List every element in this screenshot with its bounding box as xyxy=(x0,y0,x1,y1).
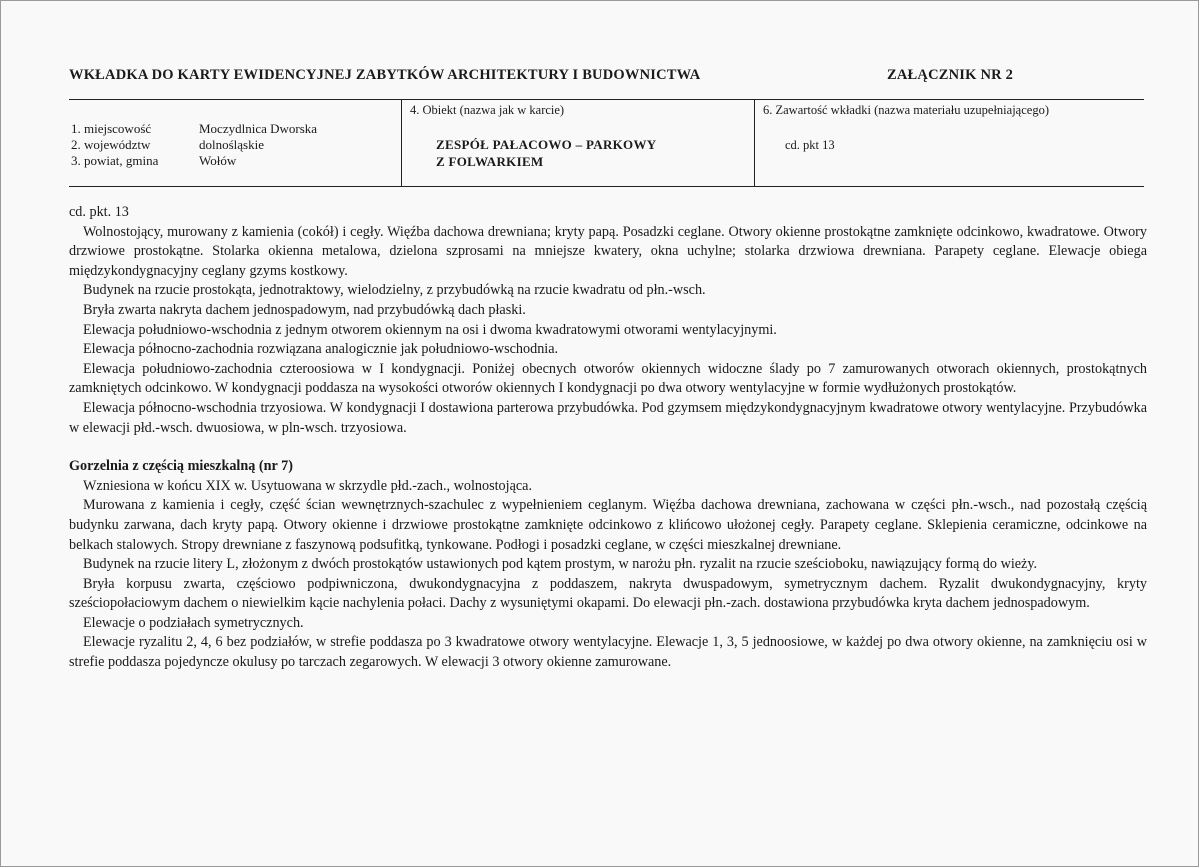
paragraph: Bryła korpusu zwarta, częściowo podpiwniczona, dwukondygnacyjna z poddaszem, nakryta dwuspadowym, symetrycznym dachem. Ryzalit dwukondygnacyjny, kryty sześciopołaciowym dachem o niewielkim kącie nachylenia połaci. Dachy z wysuniętymi okapami. Do elewacji płn.-zach. dostawiona przybudówka kryta dachem jednospadowym. xyxy=(69,575,1147,612)
location-value: Wołów xyxy=(199,153,237,168)
paragraph: Budynek na rzucie litery L, złożonym z dwóch prostokątów ustawionych pod kątem prostym, w narożu płn. ryzalit na rzucie sześcioboku, nawiązujący formą do wieży. xyxy=(83,556,1038,573)
paragraph: Wzniesiona w końcu XIX w. Usytuowana w skrzydle płd.-zach., wolnostojąca. xyxy=(83,477,533,494)
supplement-heading: 6. Zawartość wkładki (nazwa materiału uzupełniającego) xyxy=(763,103,1049,117)
paragraph: Elewacja północno-wschodnia trzyosiowa. W kondygnacji I dostawiona parterowa przybudówka. Pod gzymsem międzykondygnacyjnym kwadratowe otwory wentylacyjne. Przybudówka w elewacji płd.-wsch. dwuosiowa, w pln-wsch. trzyosiowa. xyxy=(69,399,1147,436)
object-heading: 4. Obiekt (nazwa jak w karcie) xyxy=(410,103,565,117)
location-value: Moczydlnica Dworska xyxy=(199,121,318,136)
location-label: 3. powiat, gmina xyxy=(71,153,159,168)
location-cell xyxy=(69,100,401,186)
location-label: 2. województw xyxy=(71,137,151,152)
paragraph: Murowana z kamienia i cegły, część ścian wewnętrznych-szachulec z wypełnieniem ceglanym. Więźba dachowa drewniana, zachowana w części płn.-wsch., nad pozostałą częścią budynku zarwana, dach kryty papą. Otwory okienne i drzwiowe prostokątne zamknięte odcinkowo z klińcowo ułożonej cegły. Parapety ceglane. Sklepienia ceramiczne, odcinkowe na belkach stalowych. Stropy drewniane z faszynową podsufitką, tynkowane. Podłogi i posadzki ceglane, w części mieszkalnej drewniane. xyxy=(69,497,1147,553)
object-name-line-1: ZESPÓŁ PAŁACOWO – PARKOWY xyxy=(436,137,657,152)
section-title: Gorzelnia z częścią mieszkalną (nr 7) xyxy=(69,458,293,475)
object-name-line-2: Z FOLWARKIEM xyxy=(436,154,544,169)
supplement-value: cd. pkt 13 xyxy=(785,138,835,152)
paragraph: Elewacja południowo-wschodnia z jednym otworem okiennym na osi i dwoma kwadratowymi otworami wentylacyjnymi. xyxy=(83,321,777,338)
annex-label: ZAŁĄCZNIK NR 2 xyxy=(887,67,1014,83)
document-title: WKŁADKA DO KARTY EWIDENCYJNEJ ZABYTKÓW ARCHITEKTURY I BUDOWNICTWA xyxy=(69,67,701,83)
paragraph: Elewacja południowo-zachodnia czteroosiowa w I kondygnacji. Poniżej obecnych otworów okiennych widoczne ślady po 7 zamurowanych otworach okiennych, prostokątnych zamkniętych odcinkowo. W kondygnacji poddasza na wysokości otworów okiennych I kondygnacji po dwa otwory wentylacyjne w formie wydłużonych prostokątów. xyxy=(69,360,1147,397)
location-value: dolnośląskie xyxy=(199,137,264,152)
info-table xyxy=(69,99,1144,187)
supplement-cell xyxy=(754,100,1145,186)
intro-line: cd. pkt. 13 xyxy=(69,204,129,220)
paragraph: Wolnostojący, murowany z kamienia (cokół) i cegły. Więźba dachowa drewniana; kryty papą. Posadzki ceglane. Otwory okienne prostokątne zamknięte odcinkowo, kwadratowe. Otwory drzwiowe prostokątne. Stolarka okienna metalowa, dzielona szprosami na mniejsze kwatery, okna uchylne; stolarka drzwiowa drewniana. Parapety ceglane. Elewacje obiega międzykondygnacyjny ceglany gzyms kostkowy. xyxy=(69,223,1147,279)
paragraph: Elewacje ryzalitu 2, 4, 6 bez podziałów, w strefie poddasza po 3 kwadratowe otwory wentylacyjne. Elewacje 1, 3, 5 jednoosiowe, w każdej po dwa otwory okienne, na zamknięciu osi w strefie poddasza pojedyncze okulusy po tarczach zegarowych. W elewacji 3 otwory okienne zamurowane. xyxy=(69,634,1147,671)
paragraph: Bryła zwarta nakryta dachem jednospadowym, nad przybudówką dach płaski. xyxy=(83,301,526,318)
paragraph: Elewacja północno-zachodnia rozwiązana analogicznie jak południowo-wschodnia. xyxy=(83,341,559,358)
body-text xyxy=(69,203,1147,673)
location-label: 1. miejscowość xyxy=(71,121,152,136)
paragraph: Elewacje o podziałach symetrycznych. xyxy=(83,614,304,631)
object-cell xyxy=(401,100,755,186)
paragraph: Budynek na rzucie prostokąta, jednotraktowy, wielodzielny, z przybudówką na rzucie kwadratu od płn.-wsch. xyxy=(83,282,706,299)
